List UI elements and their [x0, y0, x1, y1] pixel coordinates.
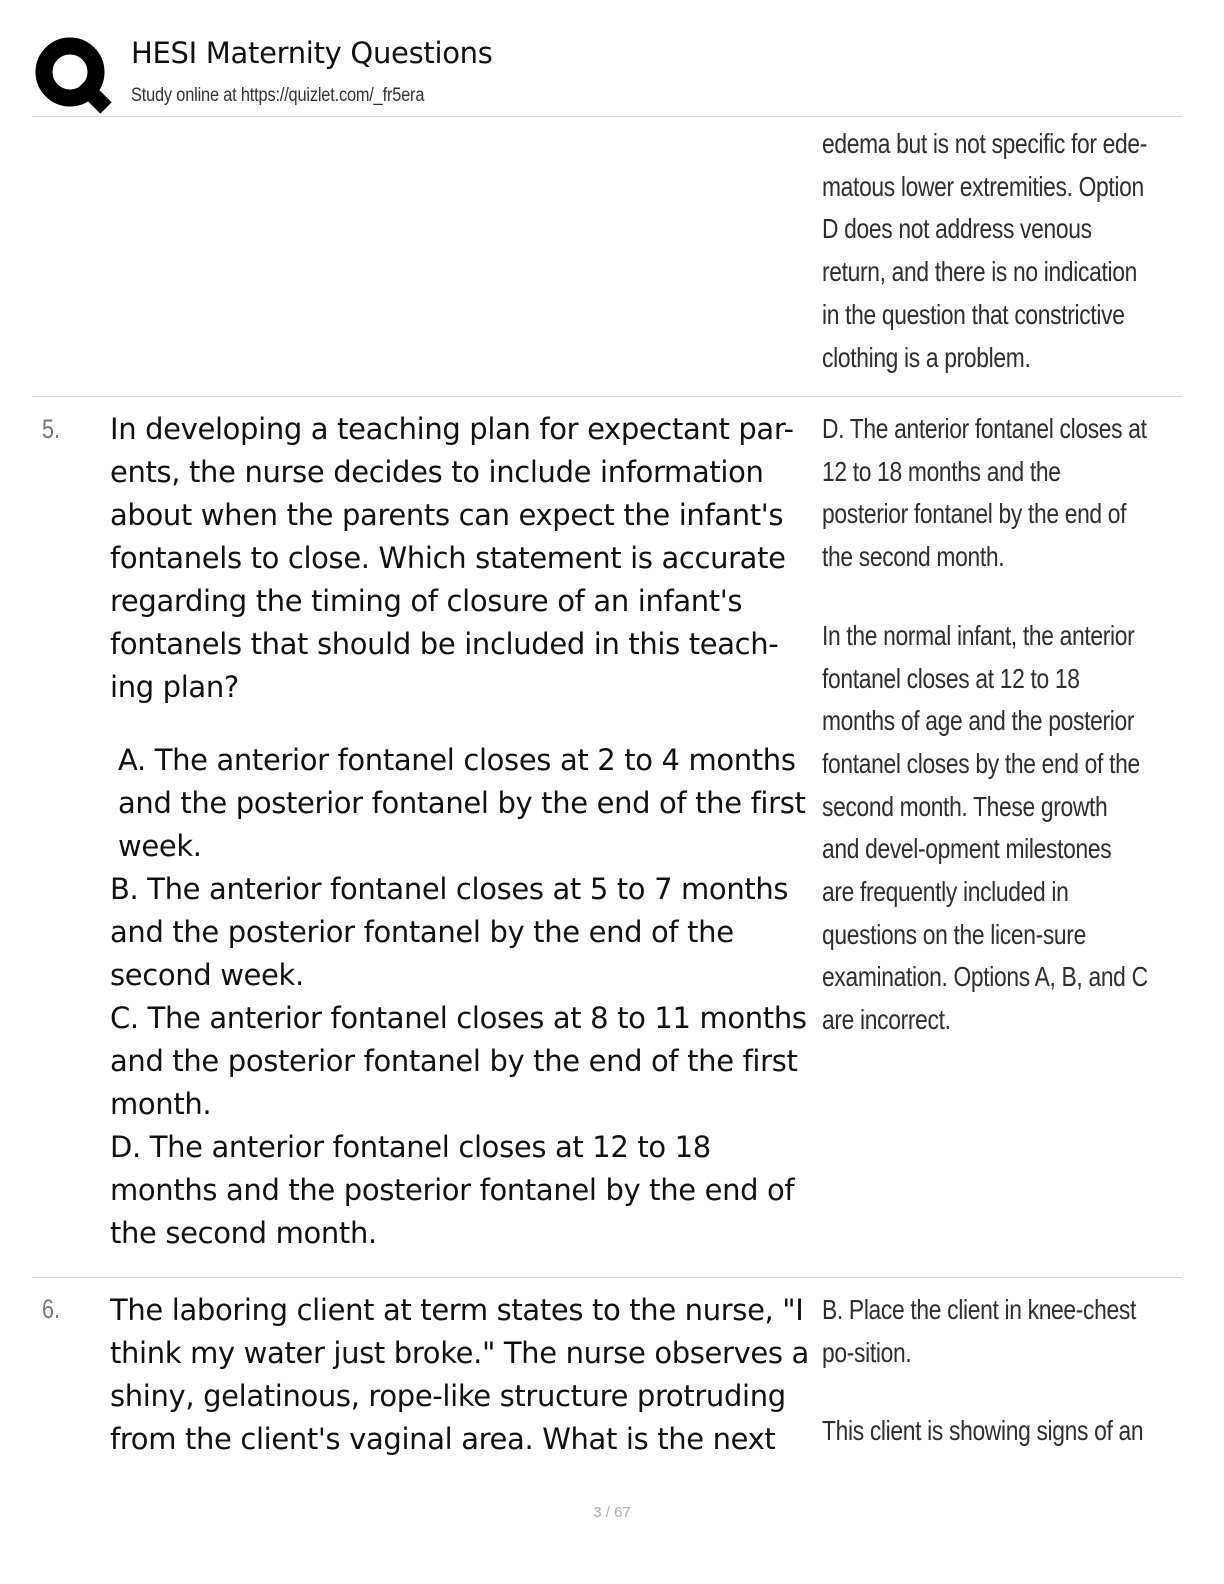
- continued-answer: [822, 123, 1148, 379]
- document-header: [32, 28, 1182, 116]
- question-text: The laboring client at term states to the nurse, "I think my water just broke." The nurse observes a shiny, gelatinous, rope-like structure protruding from the client's vaginal area. What is the next: [110, 1293, 809, 1456]
- rationale: In the normal infant, the anterior fontanel closes at 12 to 18 months of age and the posterior fontanel closes by the end of the second month. These growth and devel-opment milestones are frequently included in questions on the licen-sure examination. Options A, B, and C are incorrect.: [822, 619, 1148, 1036]
- question-number: 5.: [42, 414, 61, 444]
- answer-choices: [110, 739, 822, 1255]
- choice-c: C. The anterior fontanel closes at 8 to 11 months and the posterior fontanel by the end of the first month.: [110, 1001, 807, 1121]
- rationale: This client is showing signs of an: [822, 1415, 1144, 1447]
- question-number: 6.: [42, 1294, 61, 1324]
- correct-answer: B. Place the client in knee-chest po-sition.: [822, 1294, 1136, 1368]
- question-5: [110, 408, 822, 1255]
- divider: [32, 1277, 1182, 1278]
- question-text: In developing a teaching plan for expectant par-ents, the nurse decides to include information about when the parents can expect the infant's fontanels to close. Which statement is accurate regarding the timing of closure of an infant's fontanels that should be included in this teach-ing plan?: [110, 412, 794, 704]
- correct-answer: D. The anterior fontanel closes at 12 to 18 months and the posterior fontanel by the end of the second month.: [822, 413, 1147, 573]
- document-title: HESI Maternity Questions: [131, 36, 493, 70]
- quizlet-logo-icon: [32, 34, 112, 114]
- answer-6: [822, 1289, 1148, 1453]
- choice-b: B. The anterior fontanel closes at 5 to 7 months and the posterior fontanel by the end of the second week.: [110, 872, 789, 992]
- continued-answer-text: edema but is not specific for ede-matous lower extremities. Option D does not address venous return, and there is no indication in the question that constrictive clothing is a problem.: [822, 128, 1148, 373]
- choice-a: A. The anterior fontanel closes at 2 to 4 months and the posterior fontanel by the end of the first week.: [118, 743, 806, 863]
- choice-d: D. The anterior fontanel closes at 12 to 18 months and the posterior fontanel by the end of the second month.: [110, 1130, 795, 1250]
- question-6: [110, 1289, 822, 1461]
- answer-5: [822, 408, 1148, 1042]
- study-online-link[interactable]: Study online at https://quizlet.com/_fr5era: [131, 85, 425, 106]
- page-number: 3 / 67: [593, 1504, 631, 1521]
- divider: [32, 116, 1182, 117]
- divider: [32, 396, 1182, 397]
